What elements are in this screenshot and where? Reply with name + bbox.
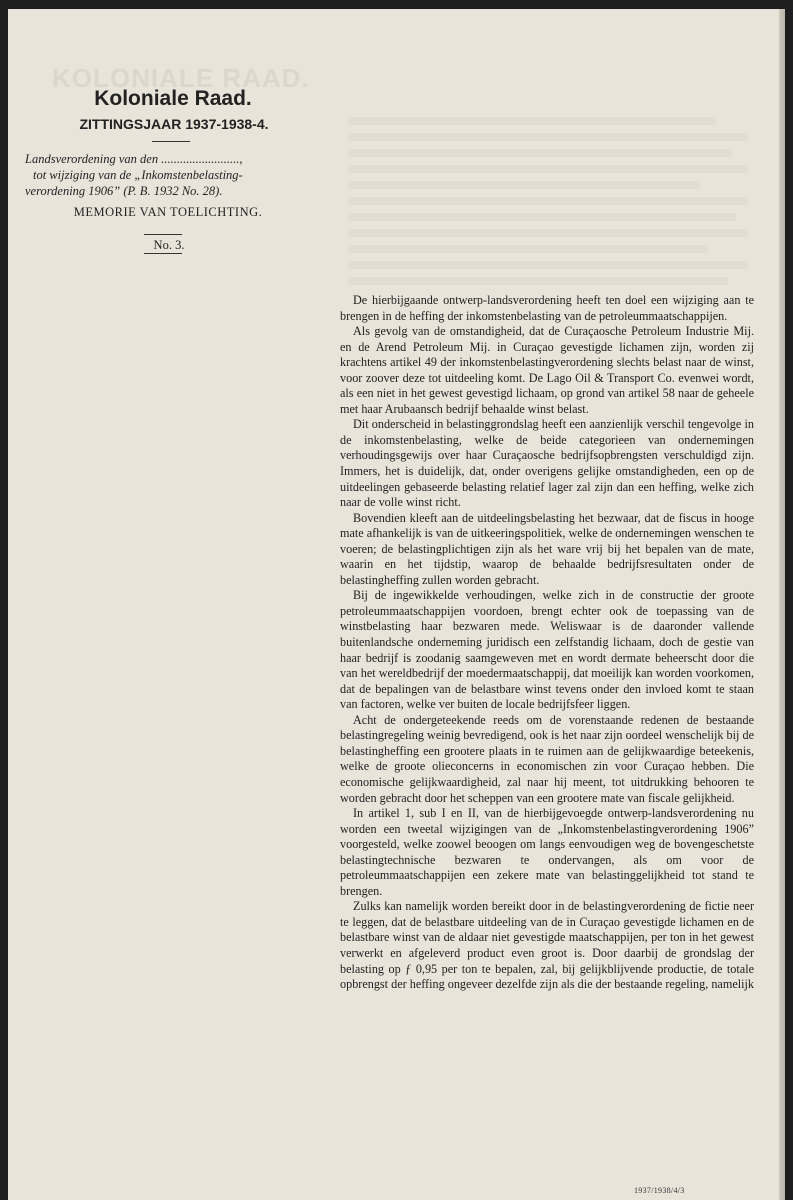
paragraph: Zulks kan namelijk worden bereikt door in de belastingverordening de fictie neer te leggen, dat de belastbare uitdeeling van de in Curaçao gevestigde lichamen en de belastbare winst van de aldaar niet gevestigde maatschappijen, per ton in het gewest verwerkt en afgeleverd product even groot is. Door daarbij de grondslag der belasting op ƒ 0,95 per ton te bepalen, zal, bij gelijkblijvende productie, de totale opbrengst der heffing ongeveer dezelfde zijn als die der bestaande regeling, namelijk bbox=[340, 899, 754, 992]
number-divider-bottom bbox=[144, 253, 182, 254]
page-edge bbox=[779, 9, 785, 1200]
document-page bbox=[8, 9, 785, 1200]
paragraph: De hierbijgaande ontwerp-landsverordening heeft ten doel een wijziging aan te brengen in de heffing der inkomstenbelasting van de petroleummaatschappijen. bbox=[340, 293, 754, 323]
header-divider bbox=[152, 141, 190, 142]
memo-body bbox=[340, 293, 754, 993]
ordinance-subject bbox=[25, 151, 325, 199]
paragraph: In artikel 1, sub I en II, van de hierbijgevoegde ontwerp-landsverordening nu worden een tweetal wijzigingen van de „Inkomstenbelastingverordening 1906” voorgesteld, welke zoowel beoogen om langs eenvoudigen weg de bovengeschetste belastingtechnische bezwaren te ondervangen, als om voor de petroleummaatschappijen een zekere mate van belastinggelijkheid tot stand te brengen. bbox=[340, 806, 754, 898]
bleed-through-title: KOLONIALE RAAD. bbox=[52, 63, 310, 93]
subject-line-1: Landsverordening van den ........................., bbox=[25, 152, 243, 166]
archive-code: 1937/1938/4/3 bbox=[634, 1186, 685, 1195]
subject-line-3: verordening 1906” (P. B. 1932 No. 28). bbox=[25, 184, 223, 198]
session-year: ZITTINGSJAAR 1937-1938-4. bbox=[79, 116, 269, 132]
paragraph: Bij de ingewikkelde verhoudingen, welke zich in de constructie der groote petroleummaatschappijen voordoen, brengt echter ook de toepassing van de winstbelasting haar bezwaren mede. Weliswaar is de daaronder vallende buitenlandsche onderneming juridisch een zelfstandig lichaam, doch de gestie van haar bedrijf is zoodanig saamgeweven met en wordt dermate beheerscht door die van het wereldbedrijf der moedermaatschappij, dat moeilijk kan worden voorkomen, dat de bepalingen van de belastbare winst tevens onder den invloed komt te staan van factoren, welke ver buiten de locale bedrijfsfeer liggen. bbox=[340, 588, 754, 712]
subject-line-2: tot wijziging van de „Inkomstenbelasting- bbox=[33, 168, 243, 182]
memo-number: No. 3. bbox=[153, 238, 185, 252]
document-header bbox=[8, 87, 318, 142]
paragraph: Als gevolg van de omstandigheid, dat de Curaçaosche Petroleum Industrie Mij. en de Arend Petroleum Mij. in Curaçao gevestigde lichamen zijn, worden zij krachtens artikel 49 der inkomstenbelastingverordening slechts belast naar de winst, voor zoover deze tot uitdeeling komt. De Lago Oil & Transport Co. evenwei wordt, als een niet in het gewest gevestigd lichaam, op grond van artikel 58 naar de geheele met haar Arubaansch bedrijf behaalde winst belast. bbox=[340, 324, 754, 416]
bleed-through-text bbox=[348, 117, 748, 293]
number-divider-top bbox=[144, 234, 182, 235]
memo-title: MEMORIE VAN TOELICHTING. bbox=[73, 205, 263, 219]
document-title: Koloniale Raad. bbox=[94, 87, 252, 110]
paragraph: Dit onderscheid in belastinggrondslag heeft een aanzienlijk verschil tengevolge in de inkomstenbelasting, welke de beide categorieen van ondernemingen verhoudingsgewijs over haar Curaçaosche bedrijfsopbrengsten verschuldigd zijn. Immers, het is duidelijk, dat, onder overigens gelijke omstandigheden, een op de uitdeelingen gebaseerde belasting relatief lager zal zijn dan een heffing, welke zich naar de volle winst richt. bbox=[340, 417, 754, 510]
paragraph: Bovendien kleeft aan de uitdeelingsbelasting het bezwaar, dat de fiscus in hooge mate afhankelijk is van de uitkeeringspolitiek, welke de ondernemingen wenschen te voeren; de belastingplichtigen zijn als het ware vrij bij het bepalen van de mate, waarin en het tijdstip, waarop de behaalde bedrijfsresultaten onder de belastingheffing zullen worden gebracht. bbox=[340, 510, 754, 587]
paragraph: Acht de ondergeteekende reeds om de vorenstaande redenen de bestaande belastingregeling weinig bevredigend, ook is het naar zijn oordeel wenschelijk bij de belastingheffing een grootere plaats in te ruimen aan de gelijkwaardige beteekenis, welke de groote olieconcerns in economischen zin voor Curaçao hebben. Die economische gelijkwaardigheid, zal naar hij meent, tot uitdrukking behooren te worden gebracht door het scheppen van een grootere mate van fiscale gelijkheid. bbox=[340, 712, 754, 805]
